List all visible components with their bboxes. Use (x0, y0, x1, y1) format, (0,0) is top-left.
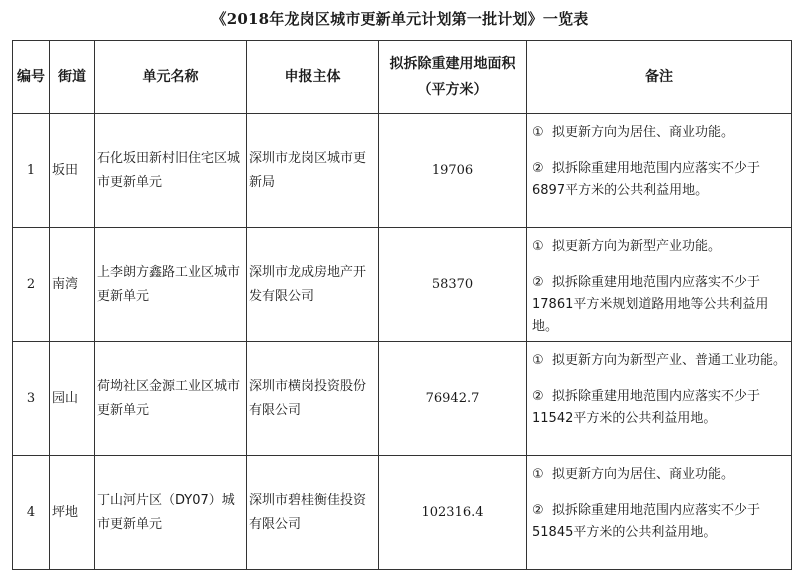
cell-street: 园山 (50, 342, 95, 456)
table-row (13, 228, 792, 342)
note-text: 拟更新方向为居住、商业功能。 (552, 125, 735, 140)
note-item (532, 386, 787, 430)
header-area (379, 41, 527, 114)
note-item (532, 236, 787, 258)
header-notes: 备注 (527, 41, 792, 114)
cell-number: 1 (13, 114, 50, 228)
cell-unit-name: 丁山河片区（DY07）城市更新单元 (95, 456, 247, 570)
cell-unit-name: 上李朗方鑫路工业区城市更新单元 (95, 228, 247, 342)
note-marker: ② (532, 503, 544, 518)
cell-notes (527, 342, 792, 456)
cell-street: 坪地 (50, 456, 95, 570)
cell-applicant: 深圳市龙岗区城市更新局 (247, 114, 379, 228)
note-text: 拟更新方向为新型产业、普通工业功能。 (552, 353, 787, 368)
note-marker: ① (532, 467, 544, 482)
note-item (532, 350, 787, 372)
header-area-line2: （平方米） (417, 82, 488, 98)
note-marker: ① (532, 353, 544, 368)
cell-notes (527, 456, 792, 570)
cell-applicant: 深圳市横岗投资股份有限公司 (247, 342, 379, 456)
cell-notes (527, 114, 792, 228)
cell-notes (527, 228, 792, 342)
note-marker: ② (532, 161, 544, 176)
note-item (532, 158, 787, 202)
cell-street: 南湾 (50, 228, 95, 342)
document-title: 《2018年龙岗区城市更新单元计划第一批计划》一览表 (211, 10, 589, 28)
note-marker: ① (532, 125, 544, 140)
table-row (13, 342, 792, 456)
note-item (532, 122, 787, 144)
table-row (13, 456, 792, 570)
header-applicant: 申报主体 (247, 41, 379, 114)
cell-unit-name: 石化坂田新村旧住宅区城市更新单元 (95, 114, 247, 228)
cell-area: 76942.7 (379, 342, 527, 456)
table-header-row (13, 41, 792, 114)
header-street: 街道 (50, 41, 95, 114)
note-marker: ② (532, 389, 544, 404)
cell-area: 102316.4 (379, 456, 527, 570)
note-text: 拟更新方向为居住、商业功能。 (552, 467, 735, 482)
note-marker: ② (532, 275, 544, 290)
renewal-plan-table (12, 40, 792, 570)
note-marker: ① (532, 239, 544, 254)
note-text: 拟拆除重建用地范围内应落实不少于51845平方米的公共利益用地。 (532, 503, 761, 540)
cell-number: 2 (13, 228, 50, 342)
note-text: 拟更新方向为新型产业功能。 (552, 239, 722, 254)
cell-street: 坂田 (50, 114, 95, 228)
header-area-line1: 拟拆除重建用地面积 (389, 56, 516, 72)
note-item (532, 464, 787, 486)
cell-number: 4 (13, 456, 50, 570)
note-item (532, 500, 787, 544)
cell-number: 3 (13, 342, 50, 456)
note-item (532, 272, 787, 338)
cell-applicant: 深圳市碧桂衡佳投资有限公司 (247, 456, 379, 570)
cell-applicant: 深圳市龙成房地产开发有限公司 (247, 228, 379, 342)
table-row (13, 114, 792, 228)
note-text: 拟拆除重建用地范围内应落实不少于11542平方米的公共利益用地。 (532, 389, 761, 426)
note-text: 拟拆除重建用地范围内应落实不少于6897平方米的公共利益用地。 (532, 161, 761, 198)
cell-unit-name: 荷坳社区金源工业区城市更新单元 (95, 342, 247, 456)
cell-area: 58370 (379, 228, 527, 342)
note-text: 拟拆除重建用地范围内应落实不少于17861平方米规划道路用地等公共利益用地。 (532, 275, 769, 334)
header-unit-name: 单元名称 (95, 41, 247, 114)
header-number: 编号 (13, 41, 50, 114)
cell-area: 19706 (379, 114, 527, 228)
